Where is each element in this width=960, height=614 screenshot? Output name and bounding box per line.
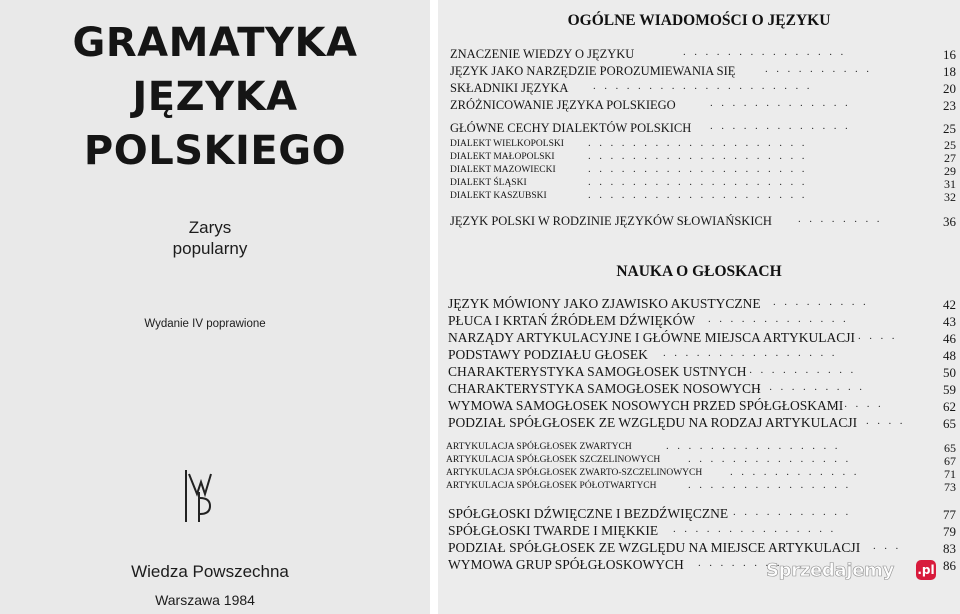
- toc-entry-title: DIALEKT MAZOWIECKI: [450, 165, 556, 175]
- toc-page-number: 32: [944, 190, 956, 204]
- leader-dots: . . . . . . . . . . . . .: [710, 97, 849, 109]
- book-title-line-2: JĘZYKA: [132, 74, 298, 120]
- toc-entry: [438, 213, 960, 229]
- subtitle-line-2: popularny: [172, 239, 248, 258]
- toc-section-heading-phonetics: NAUKA O GŁOSKACH: [616, 263, 782, 280]
- leader-dots: . . . . . . . . . . . . . . .: [688, 479, 850, 491]
- toc-entry-title: DIALEKT MAŁOPOLSKI: [450, 152, 555, 162]
- toc-entry-title: ZNACZENIE WIEDZY O JĘZYKU: [450, 47, 635, 61]
- toc-page-number: 29: [944, 164, 956, 178]
- toc-page-number: 79: [943, 524, 956, 539]
- book-title-line-1: GRAMATYKA: [72, 20, 358, 66]
- toc-page-number: 77: [943, 507, 956, 522]
- toc-entry-title: NARZĄDY ARTYKULACYJNE I GŁÓWNE MIEJSCA ARTYKULACJI: [448, 330, 855, 345]
- toc-section-heading-general: OGÓLNE WIADOMOŚCI O JĘZYKU: [567, 12, 831, 29]
- toc-entry-title: SPÓŁGŁOSKI TWARDE I MIĘKKIE: [448, 523, 659, 538]
- toc-page-number: 42: [943, 297, 956, 312]
- toc-entry: [438, 540, 960, 556]
- toc-entry: [438, 63, 960, 79]
- leader-dots: . . . . . . . .: [798, 213, 881, 225]
- toc-entry: [438, 313, 960, 329]
- toc-entry: [438, 330, 960, 346]
- toc-page-number: 25: [943, 121, 956, 136]
- toc-entry-title: PŁUCA I KRTAŃ ŹRÓDŁEM DŹWIĘKÓW: [448, 313, 696, 328]
- toc-entry: [438, 120, 960, 136]
- leader-dots: . . . . .: [833, 398, 882, 410]
- toc-entry-title: ARTYKULACJA SPÓŁGŁOSEK ZWARTO-SZCZELINOWYCH: [446, 468, 703, 478]
- leader-dots: . . . . . . . . .: [773, 296, 867, 308]
- toc-page-number: 25: [944, 138, 956, 152]
- toc-entry-title: SPÓŁGŁOSKI DŹWIĘCZNE I BEZDŹWIĘCZNE: [448, 506, 729, 521]
- toc-page-number: 71: [944, 467, 956, 481]
- toc-page-number: 36: [943, 214, 956, 229]
- leader-dots: . . .: [873, 540, 900, 552]
- leader-dots: . . . . . . . . . . . . .: [710, 120, 849, 132]
- leader-dots: . . . . . . . . . . . . . . . . . . . .: [588, 163, 806, 175]
- leader-dots: . . . . . . . . . .: [765, 63, 870, 75]
- toc-entry-title: ZRÓŻNICOWANIE JĘZYKA POLSKIEGO: [450, 98, 676, 112]
- toc-entry: [438, 415, 960, 431]
- toc-entry: [438, 364, 960, 380]
- publisher-logo-icon: [184, 468, 214, 524]
- leader-dots: . . . . . . . . . . . . . . . . . . . .: [593, 80, 811, 92]
- toc-entry: [438, 523, 960, 539]
- toc-entry: [438, 97, 960, 113]
- toc-page-number: 23: [943, 98, 956, 113]
- toc-page-number: 46: [943, 331, 956, 346]
- leader-dots: . . . . . . . . . . . . . . . . . . . .: [588, 189, 806, 201]
- watermark-badge: .pl: [916, 560, 936, 580]
- toc-entry-title: WYMOWA GRUP SPÓŁGŁOSKOWYCH: [448, 557, 684, 572]
- toc-page-number: 27: [944, 151, 956, 165]
- toc-page-number: 62: [943, 399, 956, 414]
- leader-dots: . . . . . . . . . . . . . . .: [688, 453, 850, 465]
- toc-entry-title: ARTYKULACJA SPÓŁGŁOSEK PÓŁOTWARTYCH: [446, 481, 657, 491]
- toc-entry-title: JĘZYK MÓWIONY JAKO ZJAWISKO AKUSTYCZNE: [448, 296, 761, 311]
- leader-dots: . . . . . . . . . . . . . . . .: [663, 347, 836, 359]
- toc-entry-title: JĘZYK POLSKI W RODZINIE JĘZYKÓW SŁOWIAŃSKICH: [450, 214, 772, 228]
- toc-page-number: 20: [943, 81, 956, 96]
- toc-page-number: 73: [944, 480, 956, 494]
- toc-page-number: 83: [943, 541, 956, 556]
- toc-entry-title: GŁÓWNE CECHY DIALEKTÓW POLSKICH: [450, 121, 692, 135]
- leader-dots: . . . . . . . . . . .: [733, 506, 850, 518]
- table-of-contents-page: [438, 0, 960, 614]
- leader-dots: . . . .: [866, 415, 904, 427]
- toc-entry-title: PODZIAŁ SPÓŁGŁOSEK ZE WZGLĘDU NA RODZAJ ARTYKULACJI: [448, 415, 858, 430]
- toc-page-number: 65: [943, 416, 956, 431]
- watermark-text: Sprzedajemy: [766, 560, 895, 581]
- toc-entry: [438, 80, 960, 96]
- leader-dots: . . . . . . . . . . . . . . . . . . . .: [588, 176, 806, 188]
- toc-entry: [438, 381, 960, 397]
- leader-dots: . . . . . . . . . . . . . . .: [673, 523, 835, 535]
- toc-entry-title: PODSTAWY PODZIAŁU GŁOSEK: [448, 347, 648, 362]
- toc-entry-title: SKŁADNIKI JĘZYKA: [450, 81, 569, 95]
- toc-page-number: 67: [944, 454, 956, 468]
- toc-entry-title: JĘZYK JAKO NARZĘDZIE POROZUMIEWANIA SIĘ: [450, 64, 736, 78]
- toc-entry-title: DIALEKT ŚLĄSKI: [450, 178, 527, 188]
- title-page: [0, 0, 430, 614]
- page-gutter: [430, 0, 438, 614]
- toc-subentry: [438, 189, 960, 205]
- site-watermark: [766, 560, 956, 590]
- toc-entry-title: PODZIAŁ SPÓŁGŁOSEK ZE WZGLĘDU NA MIEJSCE ARTYKULACJI: [448, 540, 861, 555]
- toc-page-number: 50: [943, 365, 956, 380]
- subtitle-line-1: Zarys: [188, 218, 232, 237]
- toc-page-number: 43: [943, 314, 956, 329]
- edition-note: Wydanie IV poprawione: [144, 318, 266, 330]
- leader-dots: . . . . . . . .: [698, 557, 781, 569]
- toc-entry-title: CHARAKTERYSTYKA SAMOGŁOSEK NOSOWYCH: [448, 381, 761, 396]
- leader-dots: . . . . . . . . . . .: [738, 364, 855, 376]
- leader-dots: . . . . . . . . . . . . . . . . . . . .: [588, 137, 806, 149]
- toc-page-number: 59: [943, 382, 956, 397]
- leader-dots: . . . . . . . . . . . . . . . . . . . .: [588, 150, 806, 162]
- toc-entry-title: CHARAKTERYSTYKA SAMOGŁOSEK USTNYCH: [448, 364, 747, 379]
- toc-page-number: 16: [943, 47, 956, 62]
- place-and-year: Warszawa 1984: [155, 592, 255, 608]
- toc-page-number: 48: [943, 348, 956, 363]
- toc-entry: [438, 296, 960, 312]
- publisher-name: Wiedza Powszechna: [131, 562, 289, 581]
- leader-dots: . . . . . . . . . . . .: [730, 466, 858, 478]
- leader-dots: . . . . . . . . . . . . . . . .: [666, 440, 839, 452]
- toc-entry: [438, 506, 960, 522]
- toc-page-number: 18: [943, 64, 956, 79]
- leader-dots: . . . . . . . . . . . . .: [708, 313, 847, 325]
- toc-page-number: 31: [944, 177, 956, 191]
- toc-page-number: 65: [944, 441, 956, 455]
- toc-subentry: [438, 479, 960, 495]
- toc-entry-title: ARTYKULACJA SPÓŁGŁOSEK SZCZELINOWYCH: [446, 455, 661, 465]
- leader-dots: . . . .: [858, 330, 896, 342]
- book-title-line-3: POLSKIEGO: [83, 128, 347, 174]
- toc-entry-title: DIALEKT WIELKOPOLSKI: [450, 139, 564, 149]
- toc-entry-title: DIALEKT KASZUBSKI: [450, 191, 547, 201]
- toc-entry-title: ARTYKULACJA SPÓŁGŁOSEK ZWARTYCH: [446, 442, 632, 452]
- leader-dots: . . . . . . . . . .: [758, 381, 863, 393]
- toc-entry: [438, 347, 960, 363]
- toc-entry-title: WYMOWA SAMOGŁOSEK NOSOWYCH PRZED SPÓŁGŁOSKAMI: [448, 398, 844, 413]
- toc-page-number: 86: [943, 558, 956, 573]
- toc-entry: [438, 398, 960, 414]
- toc-entry: [438, 46, 960, 62]
- leader-dots: . . . . . . . . . . . . . . .: [683, 46, 845, 58]
